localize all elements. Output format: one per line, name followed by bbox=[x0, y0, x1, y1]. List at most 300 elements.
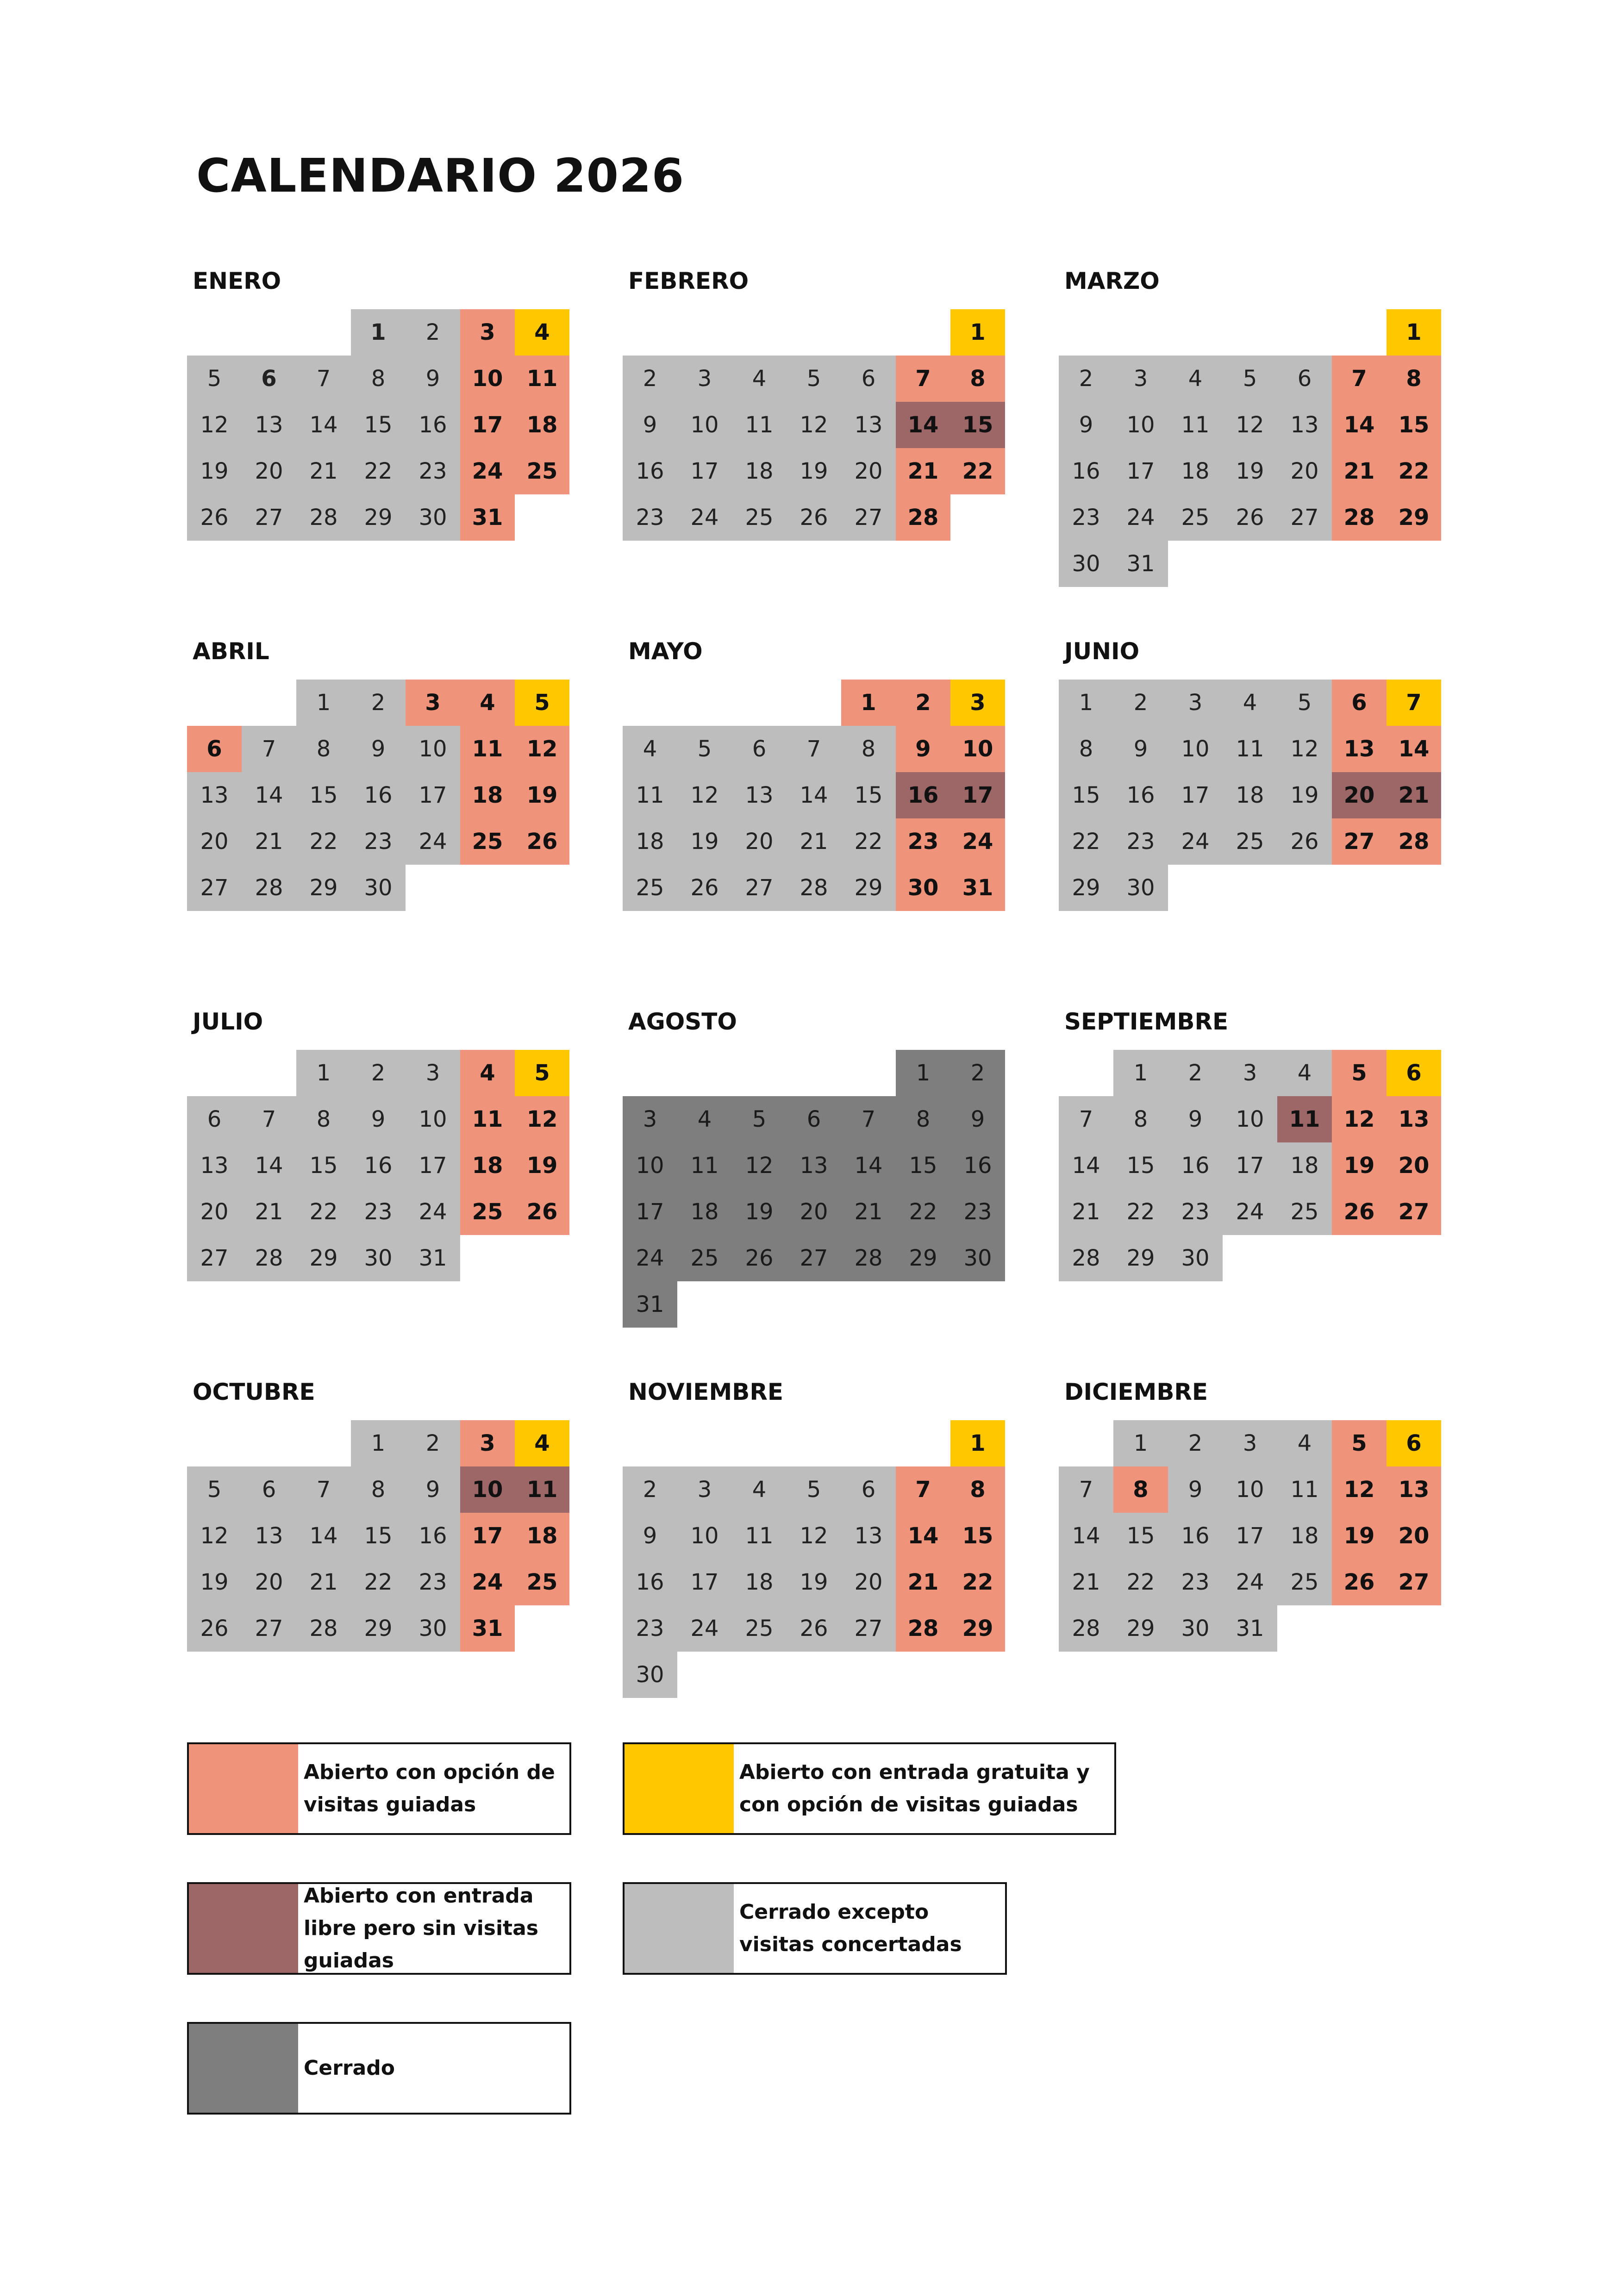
day-cell: 15 bbox=[1059, 772, 1113, 818]
day-cell: 28 bbox=[1059, 1235, 1113, 1281]
day-cell: 24 bbox=[460, 1559, 515, 1605]
day-cell: 17 bbox=[1223, 1142, 1277, 1189]
day-cell: 2 bbox=[623, 356, 677, 402]
day-cell: 6 bbox=[841, 1466, 896, 1513]
day-cell: 15 bbox=[950, 402, 1005, 448]
day-cell: 7 bbox=[242, 1096, 296, 1142]
day-cell: 9 bbox=[406, 1466, 460, 1513]
day-cell: 13 bbox=[187, 772, 242, 818]
day-cell: 15 bbox=[296, 1142, 351, 1189]
day-cell: 2 bbox=[896, 680, 950, 726]
day-cell: 16 bbox=[351, 1142, 406, 1189]
day-cell: 4 bbox=[623, 726, 677, 772]
day-cell: 3 bbox=[677, 1466, 732, 1513]
day-cell: 26 bbox=[515, 818, 569, 865]
day-cell: 23 bbox=[623, 1605, 677, 1652]
day-cell: 8 bbox=[296, 726, 351, 772]
day-cell: 9 bbox=[1059, 402, 1113, 448]
day-cell: 27 bbox=[187, 1235, 242, 1281]
day-cell: 29 bbox=[1059, 865, 1113, 911]
day-cell: 28 bbox=[296, 1605, 351, 1652]
day-cell: 6 bbox=[1277, 356, 1332, 402]
day-cell: 10 bbox=[460, 356, 515, 402]
month-name: DICIEMBRE bbox=[1064, 1379, 1208, 1405]
day-cell: 28 bbox=[841, 1235, 896, 1281]
day-cell: 13 bbox=[242, 402, 296, 448]
day-cell: 28 bbox=[896, 1605, 950, 1652]
day-cell: 2 bbox=[950, 1050, 1005, 1096]
legend-label-free-no-guide: Abierto con entrada libre pero sin visitas guiadas bbox=[304, 1884, 538, 1972]
day-cell: 26 bbox=[515, 1189, 569, 1235]
day-cell: 10 bbox=[406, 726, 460, 772]
day-cell: 24 bbox=[1223, 1559, 1277, 1605]
day-cell: 22 bbox=[1113, 1559, 1168, 1605]
day-cell: 2 bbox=[1059, 356, 1113, 402]
day-cell: 29 bbox=[896, 1235, 950, 1281]
day-cell: 19 bbox=[1332, 1142, 1387, 1189]
day-cell: 27 bbox=[187, 865, 242, 911]
legend-swatch-closed-except bbox=[625, 1884, 734, 1973]
day-cell: 18 bbox=[1277, 1513, 1332, 1559]
day-cell: 8 bbox=[950, 356, 1005, 402]
day-cell: 14 bbox=[1387, 726, 1441, 772]
day-cell: 29 bbox=[1387, 494, 1441, 541]
day-cell: 26 bbox=[787, 494, 841, 541]
day-cell: 26 bbox=[787, 1605, 841, 1652]
day-cell: 14 bbox=[896, 402, 950, 448]
day-cell: 18 bbox=[677, 1189, 732, 1235]
day-cell: 25 bbox=[623, 865, 677, 911]
day-cell: 2 bbox=[1113, 680, 1168, 726]
day-cell: 6 bbox=[1387, 1050, 1441, 1096]
day-cell: 16 bbox=[351, 772, 406, 818]
day-cell: 19 bbox=[515, 772, 569, 818]
day-cell: 8 bbox=[1113, 1096, 1168, 1142]
day-cell: 14 bbox=[1059, 1513, 1113, 1559]
day-cell: 4 bbox=[1277, 1050, 1332, 1096]
day-cell: 7 bbox=[296, 356, 351, 402]
day-cell: 20 bbox=[242, 448, 296, 494]
day-cell: 18 bbox=[515, 402, 569, 448]
day-cell: 3 bbox=[460, 1420, 515, 1466]
day-cell: 29 bbox=[1113, 1605, 1168, 1652]
day-cell: 30 bbox=[351, 865, 406, 911]
day-cell: 9 bbox=[1168, 1466, 1223, 1513]
day-cell: 8 bbox=[841, 726, 896, 772]
day-cell: 6 bbox=[732, 726, 787, 772]
day-cell: 17 bbox=[1223, 1513, 1277, 1559]
day-cell: 11 bbox=[1168, 402, 1223, 448]
legend-swatch-free-no-guide bbox=[189, 1884, 298, 1973]
day-cell: 22 bbox=[896, 1189, 950, 1235]
day-cell: 7 bbox=[896, 1466, 950, 1513]
day-cell: 29 bbox=[296, 865, 351, 911]
day-cell: 16 bbox=[950, 1142, 1005, 1189]
day-cell: 3 bbox=[950, 680, 1005, 726]
day-cell: 26 bbox=[187, 494, 242, 541]
day-cell: 5 bbox=[515, 1050, 569, 1096]
day-cell: 21 bbox=[896, 1559, 950, 1605]
day-cell: 3 bbox=[460, 309, 515, 356]
day-cell: 25 bbox=[1223, 818, 1277, 865]
day-cell: 1 bbox=[1059, 680, 1113, 726]
day-cell: 12 bbox=[732, 1142, 787, 1189]
day-cell: 4 bbox=[732, 356, 787, 402]
day-cell: 19 bbox=[1332, 1513, 1387, 1559]
day-cell: 31 bbox=[950, 865, 1005, 911]
day-cell: 28 bbox=[787, 865, 841, 911]
day-cell: 30 bbox=[1168, 1605, 1223, 1652]
day-cell: 25 bbox=[460, 1189, 515, 1235]
month-name: AGOSTO bbox=[628, 1008, 737, 1035]
day-cell: 6 bbox=[187, 726, 242, 772]
day-cell: 6 bbox=[1332, 680, 1387, 726]
day-cell: 14 bbox=[896, 1513, 950, 1559]
day-cell: 22 bbox=[1059, 818, 1113, 865]
day-cell: 24 bbox=[1223, 1189, 1277, 1235]
legend-swatch-open-guided bbox=[189, 1744, 298, 1833]
day-cell: 16 bbox=[406, 402, 460, 448]
day-cell: 27 bbox=[242, 494, 296, 541]
day-cell: 4 bbox=[515, 309, 569, 356]
day-cell: 15 bbox=[296, 772, 351, 818]
day-cell: 31 bbox=[623, 1281, 677, 1328]
day-cell: 26 bbox=[732, 1235, 787, 1281]
day-cell: 15 bbox=[351, 402, 406, 448]
day-cell: 14 bbox=[296, 402, 351, 448]
day-cell: 26 bbox=[187, 1605, 242, 1652]
day-cell: 20 bbox=[841, 448, 896, 494]
day-cell: 20 bbox=[1332, 772, 1387, 818]
day-cell: 24 bbox=[677, 1605, 732, 1652]
legend-swatch-closed bbox=[189, 2024, 298, 2113]
day-cell: 17 bbox=[1113, 448, 1168, 494]
day-cell: 28 bbox=[1059, 1605, 1113, 1652]
day-cell: 9 bbox=[406, 356, 460, 402]
day-cell: 24 bbox=[623, 1235, 677, 1281]
day-cell: 4 bbox=[732, 1466, 787, 1513]
day-cell: 29 bbox=[351, 494, 406, 541]
day-cell: 15 bbox=[351, 1513, 406, 1559]
day-cell: 17 bbox=[623, 1189, 677, 1235]
day-cell: 10 bbox=[1223, 1466, 1277, 1513]
day-cell: 19 bbox=[787, 1559, 841, 1605]
day-cell: 12 bbox=[1223, 402, 1277, 448]
day-cell: 27 bbox=[1387, 1189, 1441, 1235]
month-name: JULIO bbox=[193, 1008, 263, 1035]
day-cell: 16 bbox=[896, 772, 950, 818]
day-cell: 23 bbox=[623, 494, 677, 541]
day-cell: 31 bbox=[1113, 541, 1168, 587]
day-cell: 25 bbox=[460, 818, 515, 865]
day-cell: 4 bbox=[460, 1050, 515, 1096]
day-cell: 26 bbox=[1332, 1189, 1387, 1235]
day-cell: 5 bbox=[787, 356, 841, 402]
day-cell: 1 bbox=[1387, 309, 1441, 356]
day-cell: 1 bbox=[841, 680, 896, 726]
day-cell: 19 bbox=[1223, 448, 1277, 494]
day-cell: 25 bbox=[732, 1605, 787, 1652]
day-cell: 8 bbox=[296, 1096, 351, 1142]
day-cell: 27 bbox=[732, 865, 787, 911]
day-cell: 11 bbox=[623, 772, 677, 818]
day-cell: 11 bbox=[1277, 1466, 1332, 1513]
day-cell: 25 bbox=[1277, 1189, 1332, 1235]
day-cell: 28 bbox=[296, 494, 351, 541]
legend-free-no-guide bbox=[187, 1882, 571, 1975]
day-cell: 17 bbox=[677, 448, 732, 494]
day-cell: 20 bbox=[732, 818, 787, 865]
day-cell: 4 bbox=[677, 1096, 732, 1142]
day-cell: 13 bbox=[242, 1513, 296, 1559]
day-cell: 16 bbox=[1168, 1142, 1223, 1189]
day-cell: 7 bbox=[1059, 1096, 1113, 1142]
day-cell: 24 bbox=[1168, 818, 1223, 865]
day-cell: 28 bbox=[242, 1235, 296, 1281]
day-cell: 17 bbox=[406, 1142, 460, 1189]
day-cell: 20 bbox=[242, 1559, 296, 1605]
day-cell: 2 bbox=[351, 1050, 406, 1096]
day-cell: 14 bbox=[1059, 1142, 1113, 1189]
day-cell: 17 bbox=[677, 1559, 732, 1605]
day-cell: 29 bbox=[841, 865, 896, 911]
day-cell: 19 bbox=[515, 1142, 569, 1189]
day-cell: 20 bbox=[1277, 448, 1332, 494]
day-cell: 10 bbox=[677, 1513, 732, 1559]
day-cell: 31 bbox=[1223, 1605, 1277, 1652]
day-cell: 2 bbox=[1168, 1050, 1223, 1096]
day-cell: 21 bbox=[242, 818, 296, 865]
day-cell: 2 bbox=[406, 1420, 460, 1466]
day-cell: 27 bbox=[1277, 494, 1332, 541]
day-cell: 15 bbox=[1387, 402, 1441, 448]
day-cell: 18 bbox=[623, 818, 677, 865]
day-cell: 9 bbox=[623, 1513, 677, 1559]
day-cell: 5 bbox=[1332, 1050, 1387, 1096]
day-cell: 9 bbox=[623, 402, 677, 448]
day-cell: 22 bbox=[351, 1559, 406, 1605]
day-cell: 8 bbox=[896, 1096, 950, 1142]
day-cell: 23 bbox=[406, 1559, 460, 1605]
day-cell: 23 bbox=[1168, 1559, 1223, 1605]
day-cell: 18 bbox=[1223, 772, 1277, 818]
day-cell: 12 bbox=[1277, 726, 1332, 772]
month-name: OCTUBRE bbox=[193, 1379, 315, 1405]
day-cell: 5 bbox=[787, 1466, 841, 1513]
day-cell: 7 bbox=[1059, 1466, 1113, 1513]
day-cell: 7 bbox=[896, 356, 950, 402]
day-cell: 7 bbox=[1332, 356, 1387, 402]
day-cell: 22 bbox=[950, 448, 1005, 494]
day-cell: 3 bbox=[406, 680, 460, 726]
day-cell: 9 bbox=[950, 1096, 1005, 1142]
day-cell: 10 bbox=[677, 402, 732, 448]
month-name: NOVIEMBRE bbox=[628, 1379, 783, 1405]
day-cell: 4 bbox=[515, 1420, 569, 1466]
day-cell: 11 bbox=[515, 356, 569, 402]
day-cell: 14 bbox=[787, 772, 841, 818]
day-cell: 16 bbox=[406, 1513, 460, 1559]
day-cell: 24 bbox=[1113, 494, 1168, 541]
day-cell: 26 bbox=[1277, 818, 1332, 865]
day-cell: 20 bbox=[787, 1189, 841, 1235]
day-cell: 16 bbox=[1168, 1513, 1223, 1559]
day-cell: 8 bbox=[1059, 726, 1113, 772]
day-cell: 21 bbox=[296, 1559, 351, 1605]
day-cell: 25 bbox=[515, 1559, 569, 1605]
day-cell: 17 bbox=[460, 402, 515, 448]
day-cell: 29 bbox=[351, 1605, 406, 1652]
day-cell: 12 bbox=[515, 726, 569, 772]
day-cell: 5 bbox=[1332, 1420, 1387, 1466]
day-cell: 4 bbox=[460, 680, 515, 726]
day-cell: 12 bbox=[1332, 1096, 1387, 1142]
day-cell: 4 bbox=[1277, 1420, 1332, 1466]
day-cell: 20 bbox=[1387, 1513, 1441, 1559]
day-cell: 19 bbox=[1277, 772, 1332, 818]
day-cell: 22 bbox=[1387, 448, 1441, 494]
day-cell: 3 bbox=[406, 1050, 460, 1096]
day-cell: 11 bbox=[460, 1096, 515, 1142]
day-cell: 12 bbox=[187, 1513, 242, 1559]
day-cell: 1 bbox=[296, 680, 351, 726]
day-cell: 2 bbox=[351, 680, 406, 726]
day-cell: 23 bbox=[1059, 494, 1113, 541]
day-cell: 12 bbox=[787, 1513, 841, 1559]
day-cell: 22 bbox=[950, 1559, 1005, 1605]
day-cell: 20 bbox=[187, 818, 242, 865]
day-cell: 12 bbox=[1332, 1466, 1387, 1513]
day-cell: 12 bbox=[677, 772, 732, 818]
day-cell: 15 bbox=[1113, 1513, 1168, 1559]
month-name: ABRIL bbox=[193, 638, 269, 665]
day-cell: 5 bbox=[1277, 680, 1332, 726]
legend-label-open-guided: Abierto con opción de visitas guiadas bbox=[304, 1760, 555, 1816]
day-cell: 10 bbox=[950, 726, 1005, 772]
day-cell: 3 bbox=[623, 1096, 677, 1142]
day-cell: 18 bbox=[732, 448, 787, 494]
day-cell: 17 bbox=[406, 772, 460, 818]
day-cell: 1 bbox=[1113, 1050, 1168, 1096]
day-cell: 31 bbox=[406, 1235, 460, 1281]
day-cell: 21 bbox=[841, 1189, 896, 1235]
day-cell: 29 bbox=[950, 1605, 1005, 1652]
day-cell: 8 bbox=[1113, 1466, 1168, 1513]
day-cell: 23 bbox=[351, 818, 406, 865]
day-cell: 19 bbox=[187, 448, 242, 494]
day-cell: 27 bbox=[1332, 818, 1387, 865]
month-name: JUNIO bbox=[1064, 638, 1140, 665]
day-cell: 3 bbox=[1223, 1050, 1277, 1096]
day-cell: 13 bbox=[1332, 726, 1387, 772]
day-cell: 1 bbox=[1113, 1420, 1168, 1466]
day-cell: 24 bbox=[406, 818, 460, 865]
day-cell: 6 bbox=[841, 356, 896, 402]
day-cell: 5 bbox=[515, 680, 569, 726]
day-cell: 1 bbox=[950, 1420, 1005, 1466]
day-cell: 3 bbox=[677, 356, 732, 402]
day-cell: 14 bbox=[242, 1142, 296, 1189]
day-cell: 9 bbox=[1113, 726, 1168, 772]
day-cell: 13 bbox=[732, 772, 787, 818]
day-cell: 5 bbox=[1223, 356, 1277, 402]
day-cell: 21 bbox=[296, 448, 351, 494]
day-cell: 30 bbox=[1059, 541, 1113, 587]
day-cell: 11 bbox=[515, 1466, 569, 1513]
day-cell: 7 bbox=[1387, 680, 1441, 726]
day-cell: 6 bbox=[1387, 1420, 1441, 1466]
day-cell: 16 bbox=[1113, 772, 1168, 818]
day-cell: 28 bbox=[1332, 494, 1387, 541]
day-cell: 26 bbox=[677, 865, 732, 911]
day-cell: 7 bbox=[787, 726, 841, 772]
day-cell: 28 bbox=[896, 494, 950, 541]
day-cell: 10 bbox=[1223, 1096, 1277, 1142]
day-cell: 2 bbox=[406, 309, 460, 356]
day-cell: 11 bbox=[460, 726, 515, 772]
day-cell: 18 bbox=[1168, 448, 1223, 494]
day-cell: 19 bbox=[732, 1189, 787, 1235]
day-cell: 5 bbox=[677, 726, 732, 772]
day-cell: 30 bbox=[896, 865, 950, 911]
day-cell: 16 bbox=[623, 448, 677, 494]
day-cell: 9 bbox=[351, 1096, 406, 1142]
day-cell: 5 bbox=[187, 356, 242, 402]
legend-free-guided bbox=[623, 1742, 1116, 1835]
day-cell: 12 bbox=[187, 402, 242, 448]
day-cell: 21 bbox=[242, 1189, 296, 1235]
day-cell: 25 bbox=[677, 1235, 732, 1281]
day-cell: 13 bbox=[841, 402, 896, 448]
day-cell: 30 bbox=[406, 1605, 460, 1652]
day-cell: 23 bbox=[896, 818, 950, 865]
day-cell: 6 bbox=[187, 1096, 242, 1142]
day-cell: 17 bbox=[460, 1513, 515, 1559]
day-cell: 10 bbox=[1168, 726, 1223, 772]
legend-swatch-free-guided bbox=[625, 1744, 734, 1833]
day-cell: 29 bbox=[296, 1235, 351, 1281]
day-cell: 23 bbox=[950, 1189, 1005, 1235]
day-cell: 15 bbox=[841, 772, 896, 818]
day-cell: 30 bbox=[351, 1235, 406, 1281]
day-cell: 16 bbox=[1059, 448, 1113, 494]
day-cell: 20 bbox=[1387, 1142, 1441, 1189]
day-cell: 15 bbox=[950, 1513, 1005, 1559]
day-cell: 27 bbox=[841, 494, 896, 541]
day-cell: 6 bbox=[787, 1096, 841, 1142]
day-cell: 10 bbox=[623, 1142, 677, 1189]
day-cell: 24 bbox=[677, 494, 732, 541]
day-cell: 28 bbox=[1387, 818, 1441, 865]
day-cell: 8 bbox=[351, 356, 406, 402]
day-cell: 19 bbox=[187, 1559, 242, 1605]
day-cell: 30 bbox=[1168, 1235, 1223, 1281]
legend-label-closed: Cerrado bbox=[304, 2056, 395, 2080]
day-cell: 27 bbox=[841, 1605, 896, 1652]
day-cell: 15 bbox=[896, 1142, 950, 1189]
day-cell: 5 bbox=[187, 1466, 242, 1513]
day-cell: 26 bbox=[1223, 494, 1277, 541]
day-cell: 13 bbox=[1387, 1096, 1441, 1142]
day-cell: 18 bbox=[460, 1142, 515, 1189]
day-cell: 30 bbox=[950, 1235, 1005, 1281]
day-cell: 23 bbox=[1168, 1189, 1223, 1235]
day-cell: 23 bbox=[406, 448, 460, 494]
day-cell: 8 bbox=[950, 1466, 1005, 1513]
legend-closed bbox=[187, 2022, 571, 2115]
day-cell: 13 bbox=[1387, 1466, 1441, 1513]
day-cell: 4 bbox=[1168, 356, 1223, 402]
